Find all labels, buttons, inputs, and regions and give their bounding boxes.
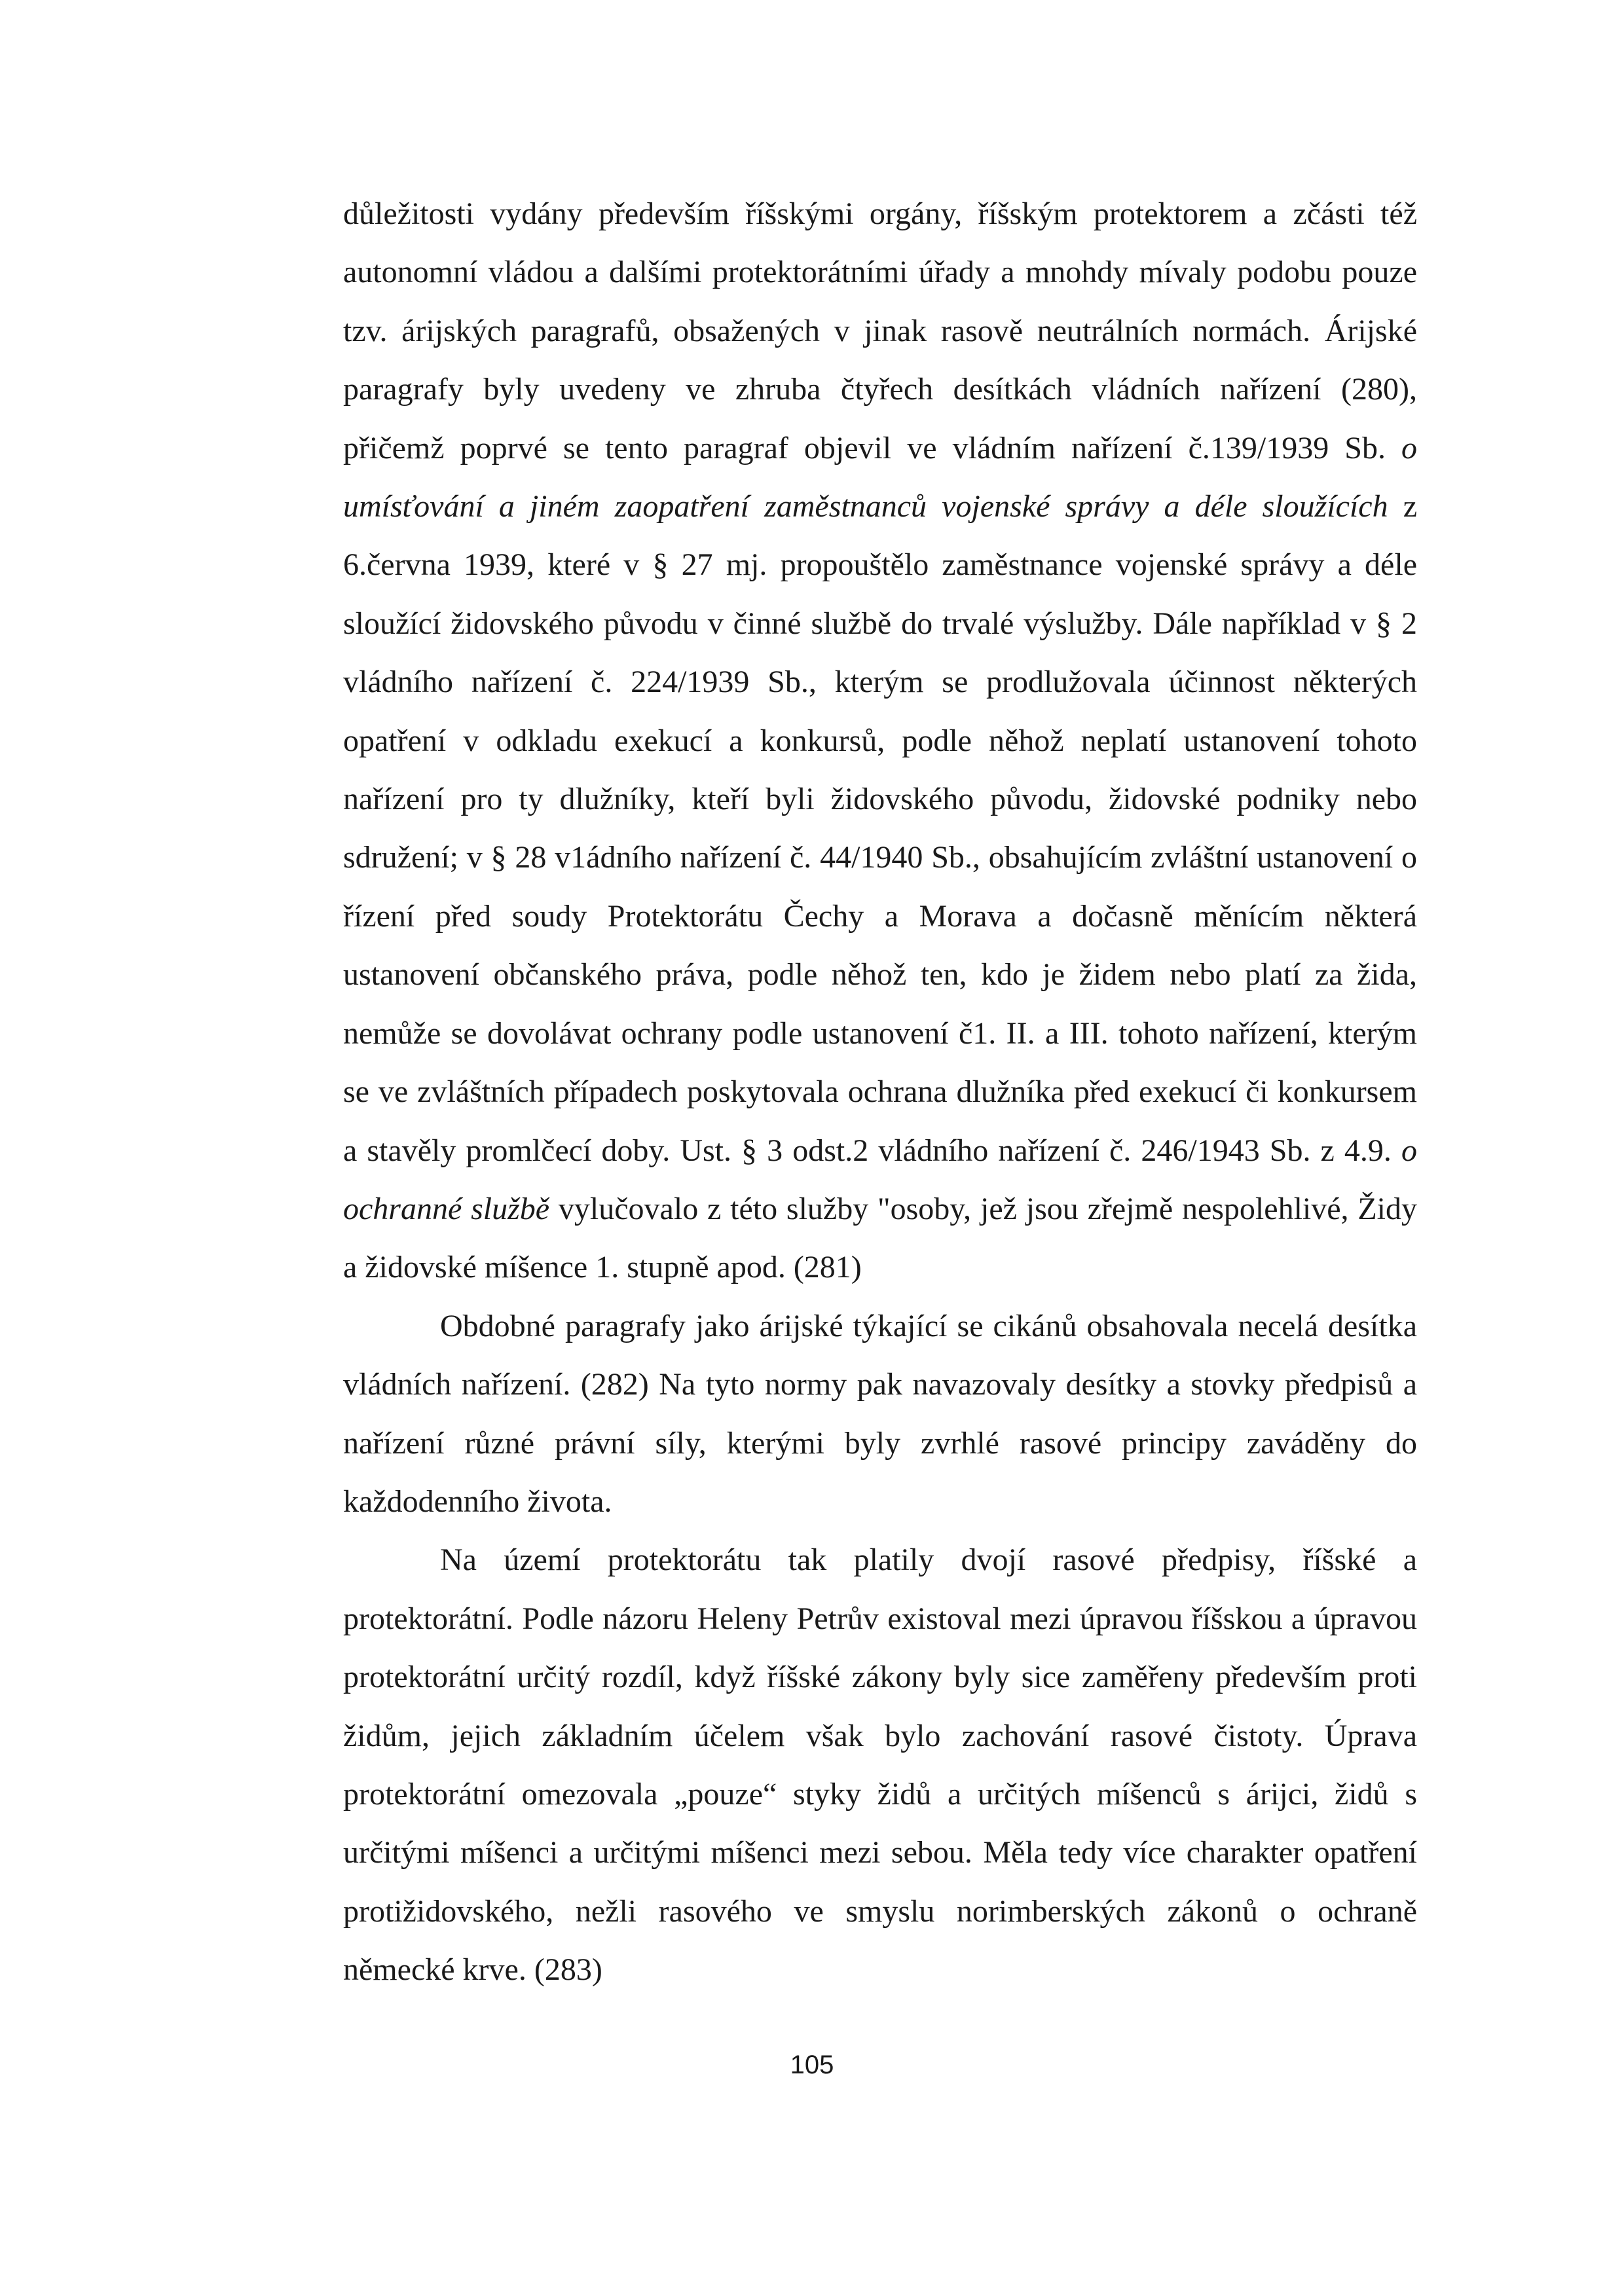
- page-number: 105: [790, 2050, 834, 2079]
- paragraph-1: [343, 185, 1417, 1297]
- paragraph-1-run-3: z 6.června 1939, které v § 27 mj. propouštělo zaměstnance vojenské správy a déle sloužící židovského původu v činné službě do trvalé výslužby. Dále například v § 2 vládního nařízení č. 224/1939 Sb., kterým se prodlužovala účinnost některých opatření v odkladu exekucí a konkursů, podle něhož neplatí ustanovení tohoto nařízení pro ty dlužníky, kteří byli židovského původu, židovské podniky nebo sdružení; v § 28 v1ádního nařízení č. 44/1940 Sb., obsahujícím zvláštní ustanovení o řízení před soudy Protektorátu Čechy a Morava a dočasně měnícím některá ustanovení občanského práva, podle něhož ten, kdo je židem nebo platí za žida, nemůže se dovolávat ochrany podle ustanovení č1. II. a III. tohoto nařízení, kterým se ve zvláštních případech poskytovala ochrana dlužníka před exekucí či konkursem a stavěly promlčecí doby. Ust. § 3 odst.2 vládního nařízení č. 246/1943 Sb. z 4.9.: [343, 489, 1417, 1168]
- paragraph-1-run-4-italic-title: o ochranné službě: [343, 1133, 1417, 1226]
- paragraph-2: [343, 1297, 1417, 1531]
- paragraph-1-run-5: vylučovalo z této služby "osoby, jež jsou zřejmě nespolehlivé, Židy a židovské míšence 1. stupně apod. (281): [343, 1191, 1418, 1285]
- page-body: [343, 185, 1417, 1999]
- paragraph-1-run-1: důležitosti vydány především říšskými orgány, říšským protektorem a zčásti též autonomní vládou a dalšími protektorátními úřady a mnohdy mívaly podobu pouze tzv. árijských paragrafů, obsažených v jinak rasově neutrálních normách. Árijské paragrafy byly uvedeny ve zhruba čtyřech desítkách vládních nařízení (280), přičemž poprvé se tento paragraf objevil ve vládním nařízení č.139/1939 Sb.: [343, 196, 1417, 465]
- paragraph-2-run-1: Obdobné paragrafy jako árijské týkající se cikánů obsahovala necelá desítka vládních nařízení. (282) Na tyto normy pak navazovaly desítky a stovky předpisů a nařízení různé právní síly, kterými byly zvrhlé rasové principy zaváděny do každodenního života.: [343, 1308, 1417, 1519]
- paragraph-1-run-2-italic-title: o umísťování a jiném zaopatření zaměstnanců vojenské správy a déle sloužících: [343, 430, 1417, 524]
- paragraph-3-run-1: Na území protektorátu tak platily dvojí rasové předpisy, říšské a protektorátní. Podle názoru Heleny Petrův existoval mezi úpravou říšskou a úpravou protektorátní určitý rozdíl, když říšské zákony byly sice zaměřeny především proti židům, jejich základním účelem však bylo zachování rasové čistoty. Úprava protektorátní omezovala „pouze“ styky židů a určitých míšenců s árijci, židů s určitými míšenci a určitými míšenci mezi sebou. Měla tedy více charakter opatření protižidovského, nežli rasového ve smyslu norimberských zákonů o ochraně německé krve. (283): [343, 1542, 1417, 1988]
- paragraph-3: [343, 1531, 1417, 1999]
